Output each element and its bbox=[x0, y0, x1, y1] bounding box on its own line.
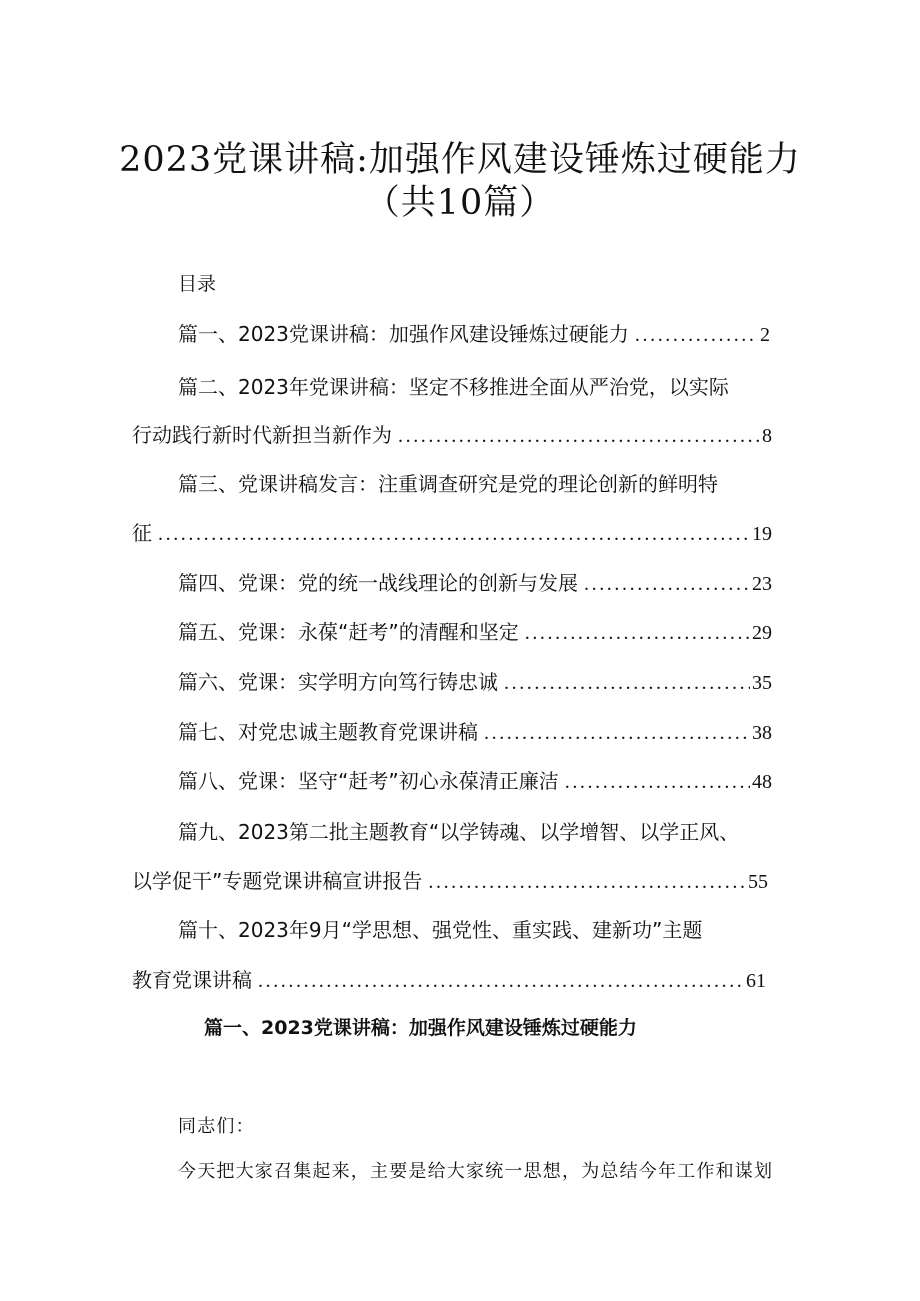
toc-page-number: 55 bbox=[748, 871, 768, 893]
toc-page-number: 48 bbox=[752, 771, 772, 793]
toc-entry-3[interactable] bbox=[132, 519, 772, 548]
toc-leader-dots bbox=[629, 321, 758, 349]
toc-leader-dots bbox=[392, 422, 760, 450]
toc-entry-5[interactable] bbox=[178, 618, 772, 647]
toc-page-number: 38 bbox=[752, 722, 772, 744]
toc-entry-title: 以学促干”专题党课讲稿宣讲报告 bbox=[132, 869, 423, 893]
toc-entry-title: 征 bbox=[132, 521, 152, 545]
document-title-line1: 2023党课讲稿:加强作风建设锤炼过硬能力 bbox=[119, 140, 801, 180]
toc-entry-6[interactable] bbox=[178, 668, 772, 697]
body-paragraph: 今天把大家召集起来，主要是给大家统一思想，为总结今年工作和谋划 bbox=[178, 1161, 774, 1182]
toc-leader-dots bbox=[498, 669, 750, 697]
toc-entry-4[interactable] bbox=[178, 569, 772, 598]
toc-entry-title: 篇五、党课：永葆“赶考”的清醒和坚定 bbox=[178, 620, 519, 644]
toc-leader-dots bbox=[578, 570, 750, 598]
toc-page-number: 2 bbox=[760, 324, 770, 346]
toc-page-number: 23 bbox=[752, 573, 772, 595]
toc-leader-dots bbox=[252, 967, 744, 995]
toc-page-number: 35 bbox=[752, 672, 772, 694]
toc-leader-dots bbox=[559, 768, 750, 796]
toc-leader-dots bbox=[152, 520, 750, 548]
toc-entry-2-line1[interactable]: 篇二、2023年党课讲稿：坚定不移推进全面从严治党，以实际 bbox=[178, 375, 729, 399]
toc-entry-2[interactable] bbox=[132, 421, 772, 450]
toc-entry-10-line1[interactable]: 篇十、2023年9月“学思想、强党性、重实践、建新功”主题 bbox=[178, 918, 703, 942]
toc-entry-10[interactable] bbox=[132, 966, 766, 995]
toc-entry-7[interactable] bbox=[178, 718, 772, 747]
toc-leader-dots bbox=[422, 868, 746, 896]
toc-entry-title: 篇六、党课：实学明方向笃行铸忠诚 bbox=[178, 670, 498, 694]
toc-entry-title: 篇七、对党忠诚主题教育党课讲稿 bbox=[178, 720, 478, 744]
toc-entry-title: 教育党课讲稿 bbox=[132, 968, 252, 992]
salutation: 同志们： bbox=[178, 1116, 255, 1137]
toc-page-number: 19 bbox=[752, 523, 772, 545]
toc-entry-1[interactable] bbox=[178, 320, 770, 349]
document-title-line2: （共10篇） bbox=[364, 183, 556, 223]
toc-leader-dots bbox=[519, 619, 750, 647]
toc-page-number: 61 bbox=[746, 970, 766, 992]
toc-entry-title: 篇四、党课：党的统一战线理论的创新与发展 bbox=[178, 571, 578, 595]
toc-entry-8[interactable] bbox=[178, 767, 772, 796]
toc-entry-title: 篇八、党课：坚守“赶考”初心永葆清正廉洁 bbox=[178, 769, 559, 793]
toc-entry-title: 篇一、2023党课讲稿：加强作风建设锤炼过硬能力 bbox=[178, 322, 629, 346]
section-heading: 篇一、2023党课讲稿：加强作风建设锤炼过硬能力 bbox=[204, 1017, 637, 1039]
toc-entry-3-line1[interactable]: 篇三、党课讲稿发言：注重调查研究是党的理论创新的鲜明特 bbox=[178, 472, 718, 496]
toc-entry-9-line1[interactable]: 篇九、2023第二批主题教育“以学铸魂、以学增智、以学正风、 bbox=[178, 820, 740, 844]
toc-heading: 目录 bbox=[178, 273, 217, 295]
toc-page-number: 29 bbox=[752, 622, 772, 644]
toc-leader-dots bbox=[478, 719, 750, 747]
toc-entry-title: 行动践行新时代新担当新作为 bbox=[132, 423, 392, 447]
toc-entry-9[interactable] bbox=[132, 867, 768, 896]
toc-page-number: 8 bbox=[762, 425, 772, 447]
